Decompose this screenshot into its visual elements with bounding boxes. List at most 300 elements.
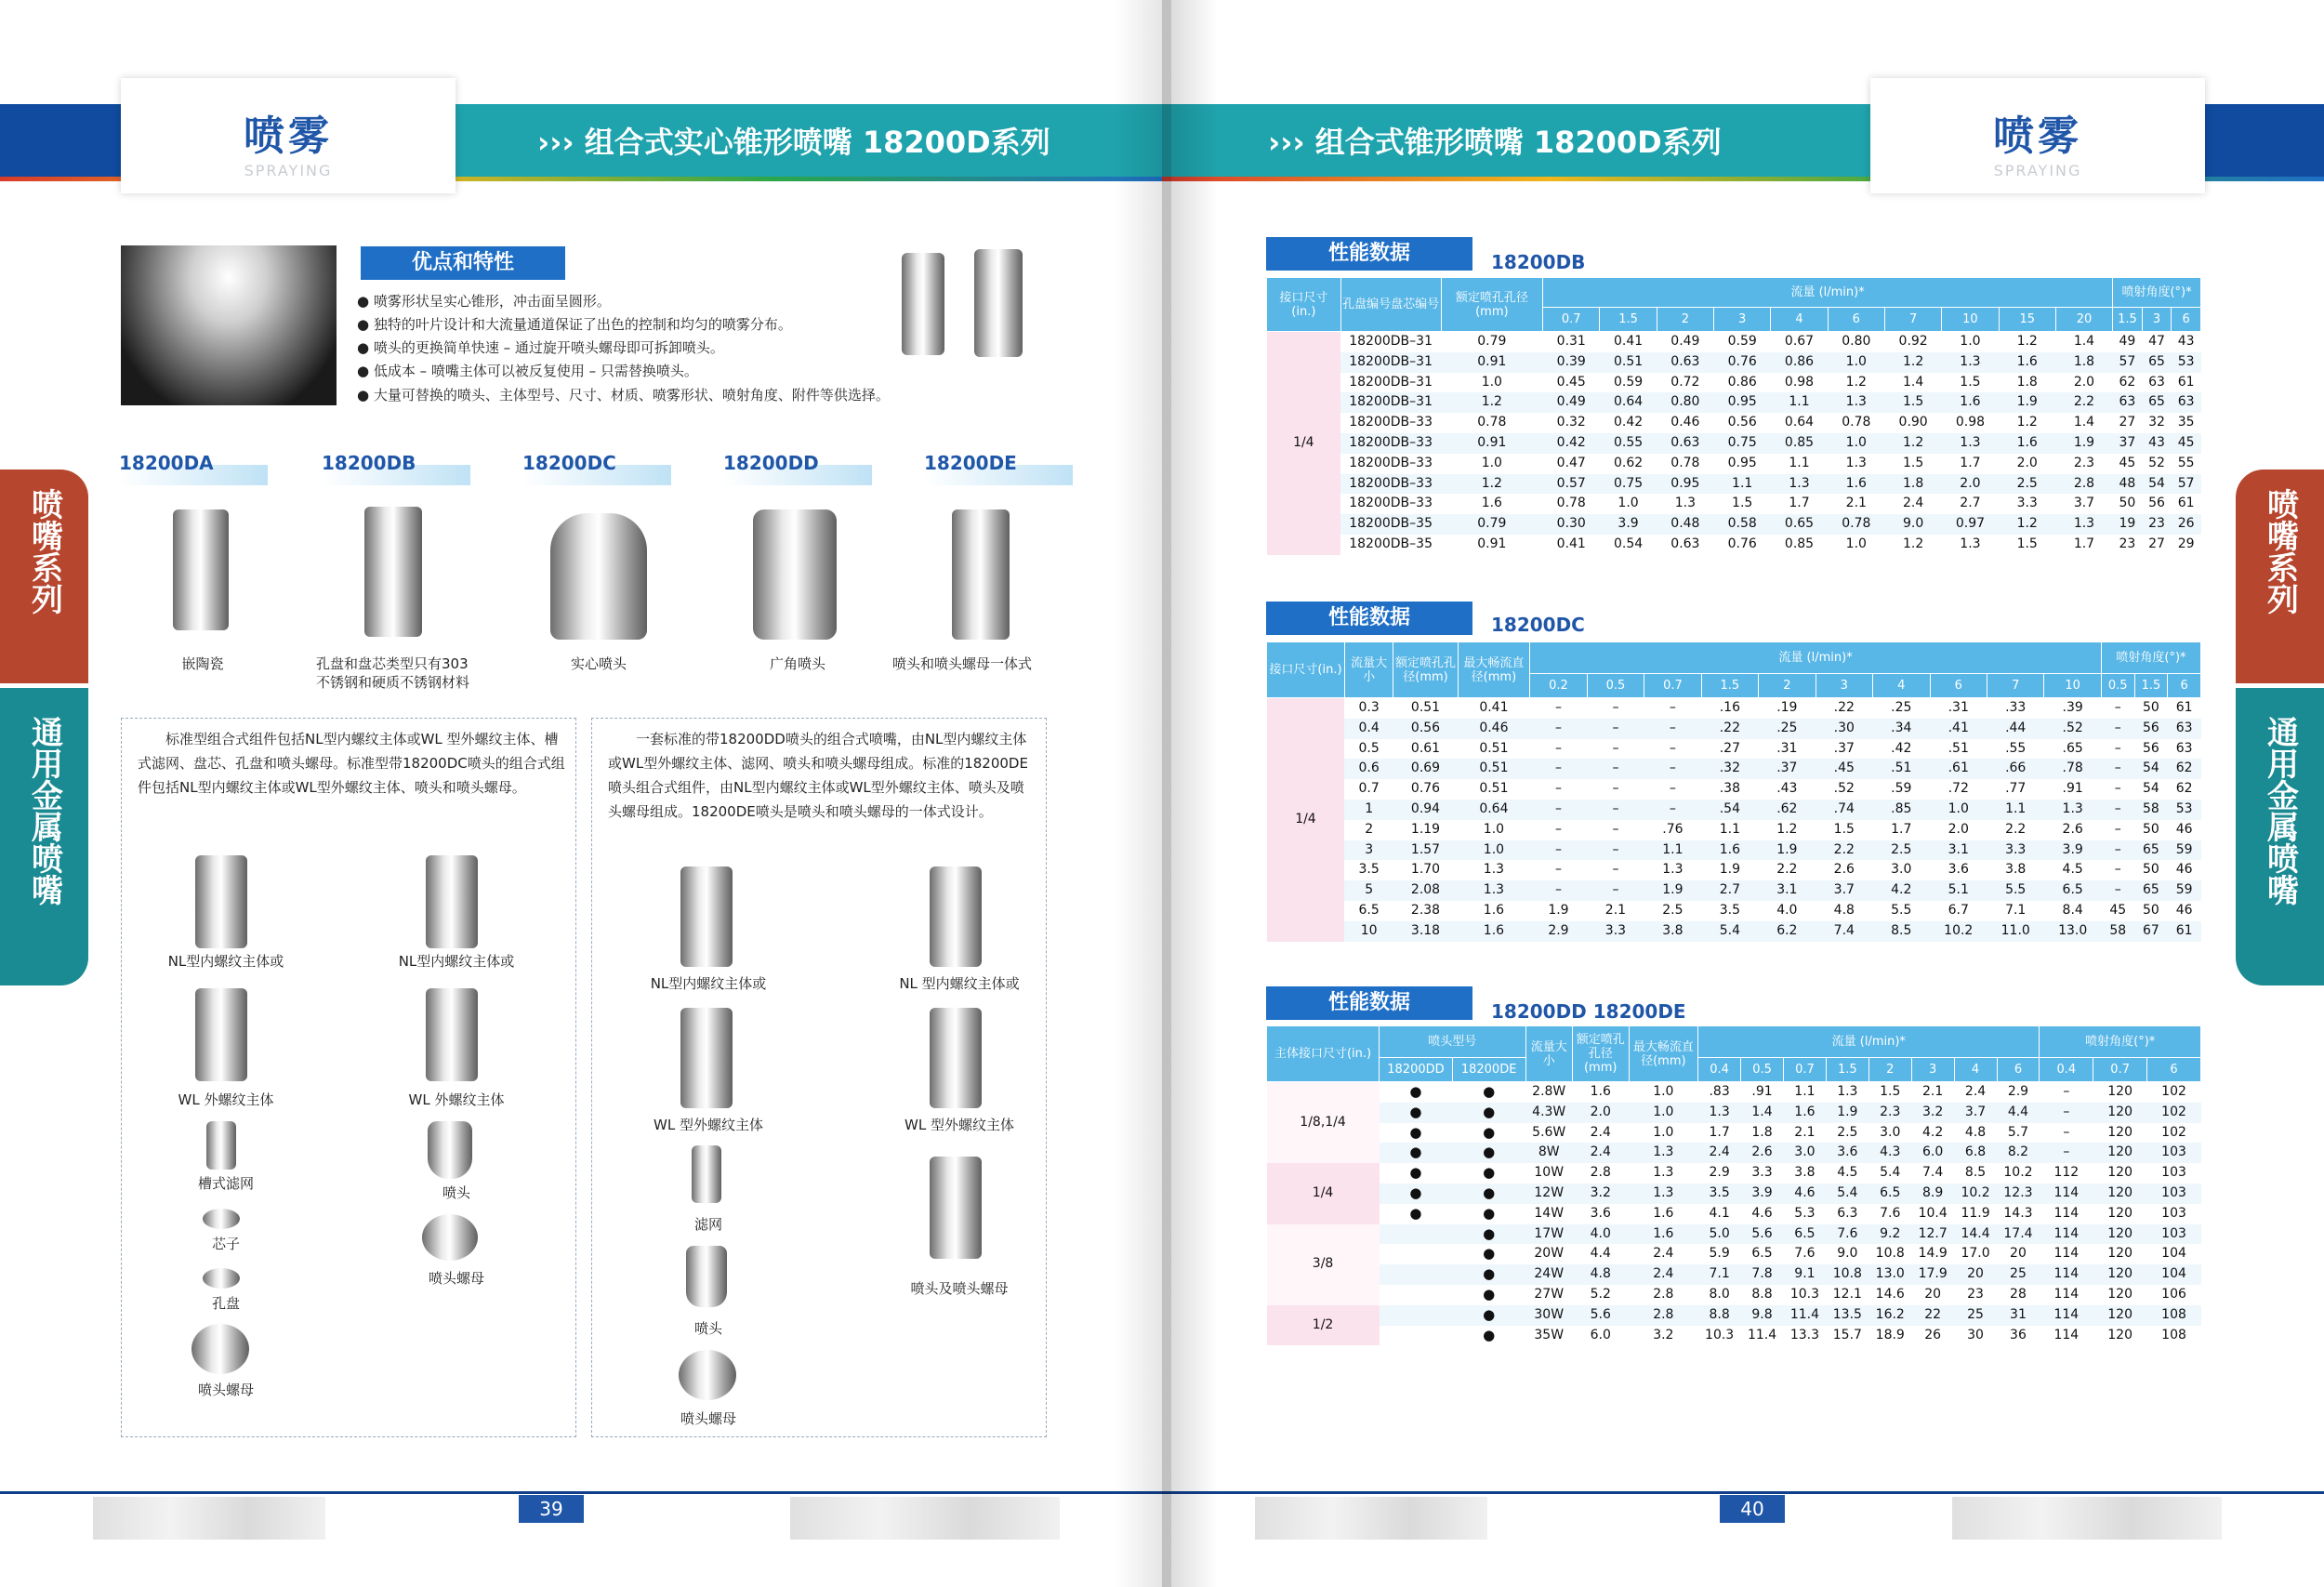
table-cell: 2.0 <box>1942 474 1999 495</box>
table-cell: 2.5 <box>1837 1124 1858 1140</box>
table-cell: 29 <box>2177 536 2195 551</box>
pressure-header: 3 <box>1816 674 1872 698</box>
table-cell: 2.0 <box>1572 1103 1629 1123</box>
table-cell: – <box>1587 840 1644 861</box>
part-caption: 喷头螺母 <box>197 1382 254 1398</box>
table-cell: 61 <box>2175 700 2193 715</box>
table-cell: – <box>2101 880 2134 901</box>
table-cell: 9.8 <box>1741 1305 1784 1326</box>
table-row <box>1267 1143 2201 1163</box>
table-cell: 5.9 <box>1709 1246 1730 1262</box>
part-caption: WL 外螺纹主体 <box>178 1091 274 1108</box>
table-cell: 7.4 <box>1816 921 1872 942</box>
table-cell: – <box>2114 740 2121 756</box>
table-cell: 6.7 <box>1948 902 1969 918</box>
table-cell: 49 <box>2119 334 2136 349</box>
table-cell: .72 <box>1948 781 1969 797</box>
table-cell: 1.0 <box>1629 1103 1698 1123</box>
table-cell: .25 <box>1891 700 1912 715</box>
table-cell: 4.2 <box>1873 880 1930 901</box>
table-row <box>1267 698 2201 719</box>
table-cell: 4.5 <box>1837 1165 1858 1181</box>
table-cell: 10.2 <box>1954 1184 1997 1204</box>
part-photo <box>422 1214 478 1261</box>
table-cell: 3.0 <box>1783 1143 1826 1163</box>
feature-item: ● 独特的叶片设计和大流量通道保证了出色的控制和均匀的喷雾分布。 <box>357 316 792 333</box>
table-cell: 20 <box>1924 1286 1942 1302</box>
table-cell: 12W <box>1525 1184 1572 1204</box>
table-cell: .52 <box>1833 781 1855 797</box>
table-cell: 1.6 <box>1999 352 2055 373</box>
table-cell: 0.95 <box>1714 392 1771 413</box>
nozzle-da-photo <box>173 509 229 630</box>
table-row <box>1267 1184 2201 1204</box>
table-cell: 1.3 <box>1629 1184 1698 1204</box>
table-cell: 112 <box>2053 1165 2080 1181</box>
table-cell: 3.18 <box>1393 921 1458 942</box>
table-cell: .31 <box>1948 700 1969 715</box>
table-cell: – <box>2101 759 2134 779</box>
table-cell: 1.0 <box>1653 1084 1674 1099</box>
footer-line <box>0 1491 1162 1494</box>
table-cell: 3.3 <box>1751 1165 1773 1181</box>
table-cell: 10.2 <box>1930 921 1987 942</box>
table-cell: – <box>2040 1103 2093 1123</box>
table-cell: .85 <box>1873 800 1930 820</box>
table-cell: 1.6 <box>1483 902 1505 918</box>
table-cell: 3.6 <box>1590 1205 1611 1221</box>
model-caption: 喷头和喷头螺母一体式 <box>891 655 1032 672</box>
table-cell: 0.75 <box>1714 433 1771 454</box>
conn-size-cell: 1/4 <box>1267 332 1341 555</box>
table-cell: – <box>1612 781 1619 797</box>
section-subtitle-dd: 18200DD 18200DE <box>1491 1000 1686 1023</box>
table-cell: 18200DB–35 <box>1340 514 1441 535</box>
availability-dot: ● <box>1452 1264 1525 1285</box>
table-cell: 2.3 <box>1868 1103 1911 1123</box>
table-cell: – <box>1530 800 1587 820</box>
table-cell: 1 <box>1344 800 1393 820</box>
logo-cn: 喷雾 <box>244 112 333 160</box>
table-cell: 10.2 <box>2003 1165 2033 1181</box>
table-cell: 3.7 <box>2073 496 2095 511</box>
page-title: ››› 组合式实心锥形喷嘴 18200D系列 <box>537 125 1050 160</box>
page-number: 40 <box>1720 1495 1785 1523</box>
table-cell: .25 <box>1759 719 1816 739</box>
table-cell: 0.59 <box>1727 334 1757 349</box>
table-row <box>1267 719 2201 739</box>
table-cell: 8.9 <box>1911 1184 1954 1204</box>
col-header-tip: 喷头型号 <box>1380 1026 1525 1058</box>
table-cell: 3.8 <box>2005 862 2027 878</box>
table-cell: 43 <box>2177 334 2195 349</box>
table-cell: 52 <box>2148 455 2165 470</box>
table-cell: 120 <box>2107 1205 2133 1221</box>
table-cell: 1.4 <box>2073 415 2095 430</box>
table-cell: 63 <box>2168 719 2201 739</box>
table-cell: 120 <box>2093 1224 2147 1245</box>
table-cell: 1.9 <box>1548 902 1569 918</box>
table-cell: 23 <box>1967 1286 1984 1302</box>
part-photo <box>680 866 733 967</box>
table-cell: 0.32 <box>1556 415 1586 430</box>
table-cell: 25 <box>1954 1305 1997 1326</box>
table-cell: 1.1 <box>1714 474 1771 495</box>
part-caption: 孔盘 <box>211 1295 240 1312</box>
pressure-header: 4 <box>1771 308 1828 332</box>
part-photo <box>426 855 478 948</box>
table-cell: 5.6 <box>1572 1305 1629 1326</box>
table-cell: 63 <box>2175 740 2193 756</box>
part-photo <box>679 1350 736 1400</box>
table-cell: 6.5 <box>1783 1224 1826 1245</box>
table-cell: 27W <box>1534 1286 1565 1302</box>
table-row <box>1267 433 2201 454</box>
table-cell: 1.57 <box>1393 840 1458 861</box>
table-cell: 103 <box>2161 1165 2186 1181</box>
table-cell: 59 <box>2168 880 2201 901</box>
table-cell: 1.3 <box>2044 800 2101 820</box>
pressure-header: 1.5 <box>1600 308 1657 332</box>
pressure-header: 7 <box>1987 674 2043 698</box>
table-cell: 0.62 <box>1613 455 1644 470</box>
table-cell: 2.4 <box>1572 1143 1629 1163</box>
table-cell: 0.6 <box>1344 759 1393 779</box>
table-cell: .16 <box>1719 700 1740 715</box>
table-cell: 2.0 <box>2016 455 2038 470</box>
nozzle-dc-photo <box>550 513 647 640</box>
table-cell: 1.0 <box>1828 352 1884 373</box>
table-cell: 120 <box>2107 1246 2133 1262</box>
table-cell: 58 <box>2134 800 2168 820</box>
table-cell: 50 <box>2142 700 2159 715</box>
table-cell: 19 <box>2113 514 2143 535</box>
table-cell: 2.08 <box>1393 880 1458 901</box>
table-cell: 54 <box>2142 781 2159 797</box>
table-cell: 5.0 <box>1698 1224 1741 1245</box>
table-cell: – <box>1669 781 1676 797</box>
table-cell: 3.2 <box>1653 1327 1674 1342</box>
table-cell: 7.6 <box>1794 1246 1816 1262</box>
part-photo <box>203 1209 240 1229</box>
table-cell: 0.76 <box>1714 352 1771 373</box>
pressure-header: 0.5 <box>1587 674 1644 698</box>
table-cell: 0.59 <box>1613 374 1644 390</box>
table-row <box>1267 514 2201 535</box>
pressure-header: 20 <box>2055 308 2112 332</box>
table-cell: 32 <box>2148 415 2165 430</box>
table-cell: 0.91 <box>1477 536 1507 551</box>
footer-blurred-contact <box>1952 1497 2222 1540</box>
table-cell: 0.4 <box>1344 719 1393 739</box>
table-cell: 108 <box>2147 1305 2201 1326</box>
col-header-flow: 流量 (l/min)* <box>1698 1026 2040 1058</box>
pressure-header: 10 <box>1942 308 1999 332</box>
table-cell: .45 <box>1816 759 1872 779</box>
angle-pressure-header: 6 <box>2147 1058 2201 1082</box>
table-cell: – <box>1530 840 1587 861</box>
part-photo <box>195 988 247 1081</box>
table-cell: 12.1 <box>1832 1286 1862 1302</box>
table-cell: – <box>1587 800 1644 820</box>
table-row <box>1267 454 2201 474</box>
table-cell: .42 <box>1891 740 1912 756</box>
availability-dot <box>1380 1224 1453 1245</box>
table-cell: 8.8 <box>1698 1305 1741 1326</box>
table-cell: 1.3 <box>1771 474 1828 495</box>
table-cell: 120 <box>2107 1084 2133 1099</box>
pressure-header: 0.7 <box>1783 1058 1826 1082</box>
table-cell: 1.0 <box>1483 821 1505 837</box>
table-cell: .33 <box>2005 700 2027 715</box>
part-photo <box>206 1121 236 1170</box>
model-code-dd: 18200DD <box>723 452 819 474</box>
table-cell: .83 <box>1709 1084 1730 1099</box>
table-cell: – <box>1612 700 1619 715</box>
table-cell: 18200DB–31 <box>1349 374 1433 390</box>
availability-dot: ● <box>1380 1143 1453 1163</box>
table-row <box>1267 1305 2201 1326</box>
table-cell: 7.8 <box>1741 1264 1784 1285</box>
table-cell: 1.0 <box>1960 334 1981 349</box>
table-cell: .59 <box>1891 781 1912 797</box>
table-cell: .34 <box>1873 719 1930 739</box>
table-cell: 1.3 <box>1698 1103 1741 1123</box>
table-cell: 61 <box>2168 921 2201 942</box>
table-cell: .61 <box>1930 759 1987 779</box>
table-cell: – <box>1612 740 1619 756</box>
table-cell: 1.1 <box>1771 392 1828 413</box>
table-cell: 114 <box>2040 1224 2093 1245</box>
table-cell: 0.63 <box>1670 536 1700 551</box>
pressure-header: 6 <box>1828 308 1884 332</box>
table-cell: 1.6 <box>1999 433 2055 454</box>
part-caption: NL 型内螺纹主体或 <box>899 975 1020 992</box>
table-cell: 1.0 <box>1845 536 1867 551</box>
table-cell: 2.8 <box>1653 1286 1674 1302</box>
model-code-db: 18200DB <box>322 452 416 474</box>
table-cell: 8W <box>1525 1143 1572 1163</box>
part-caption: 喷头螺母 <box>680 1410 736 1427</box>
table-cell: – <box>2063 1084 2070 1099</box>
table-cell: 1.3 <box>1662 862 1684 878</box>
feature-item: ● 大量可替换的喷头、主体型号、尺寸、材质、喷雾形状、喷射角度、附件等供选择。 <box>357 387 890 403</box>
table-cell: 18200DB–33 <box>1349 496 1433 511</box>
availability-dot: ● <box>1483 1285 1496 1303</box>
table-cell: 1.2 <box>1999 514 2055 535</box>
features-heading: 优点和特性 <box>361 246 565 280</box>
table-cell: 11.0 <box>1987 921 2043 942</box>
table-cell: 0.78 <box>1828 514 1884 535</box>
table-cell: 2.2 <box>1776 862 1798 878</box>
table-cell: 1.9 <box>1644 880 1701 901</box>
availability-dot: ● <box>1483 1164 1496 1182</box>
table-cell: 2 <box>1365 821 1374 837</box>
table-cell: 18200DB–33 <box>1349 455 1433 470</box>
table-cell: 0.51 <box>1600 352 1657 373</box>
table-cell: 4.6 <box>1783 1184 1826 1204</box>
table-cell: 1.70 <box>1410 862 1441 878</box>
table-cell: 8.5 <box>1964 1165 1987 1181</box>
availability-dot: ● <box>1409 1164 1422 1182</box>
pressure-header: 2 <box>1759 674 1816 698</box>
table-cell: 6.3 <box>1837 1205 1858 1221</box>
table-cell: 13.3 <box>1789 1327 1820 1342</box>
table-row <box>1267 332 2201 352</box>
table-row <box>1267 860 2201 880</box>
angle-pressure-header: 1.5 <box>2134 674 2168 698</box>
table-cell: 2.2 <box>2055 392 2112 413</box>
table-cell: 0.91 <box>1441 433 1543 454</box>
table-cell: 2.4 <box>1653 1246 1674 1262</box>
col-header-orifice: 额定喷孔孔径(mm) <box>1441 278 1543 332</box>
section-heading-db: 性能数据 <box>1266 237 1472 271</box>
logo-cn: 喷雾 <box>1993 112 2082 160</box>
table-cell: 2.2 <box>1816 840 1872 861</box>
table-cell: 3.9 <box>1600 514 1657 535</box>
table-row <box>1267 1123 2201 1144</box>
table-cell: 10.8 <box>1875 1246 1905 1262</box>
part-photo <box>930 1157 982 1259</box>
table-cell: 65 <box>2134 840 2168 861</box>
section-subtitle-db: 18200DB <box>1491 251 1586 273</box>
side-tab-series-label: 喷嘴系列 <box>2261 488 2299 615</box>
table-row <box>1267 474 2201 495</box>
table-cell: 0.54 <box>1613 536 1644 551</box>
angle-pressure-header: 0.4 <box>2040 1058 2093 1082</box>
table-cell: 6.8 <box>1954 1143 1997 1163</box>
table-cell: – <box>2040 1143 2093 1163</box>
table-cell: .76 <box>1662 821 1684 837</box>
col-header-free-passage: 最大畅流直径(mm) <box>1458 642 1530 698</box>
table-cell: 3.0 <box>1891 862 1912 878</box>
table-cell: 1.9 <box>1759 840 1816 861</box>
table-cell: 1.1 <box>1789 455 1810 470</box>
table-cell: 48 <box>2113 474 2143 495</box>
side-tab-metal-label: 通用金属喷嘴 <box>2261 716 2299 906</box>
pressure-header: 0.7 <box>1543 308 1600 332</box>
conn-size-cell: 1/8,1/4 <box>1267 1082 1380 1164</box>
table-cell: 3.3 <box>1987 840 2043 861</box>
performance-table-dc <box>1266 641 2201 942</box>
table-cell: 17W <box>1525 1224 1572 1245</box>
table-cell: 1.5 <box>1732 496 1753 511</box>
table-cell: 59 <box>2168 840 2201 861</box>
table-cell: .30 <box>1816 719 1872 739</box>
feature-item: ● 喷雾形状呈实心锥形，冲击面呈圆形。 <box>357 293 611 310</box>
table-cell: 14.4 <box>1954 1224 1997 1245</box>
performance-table-db <box>1266 277 2201 555</box>
table-cell: 4.4 <box>1997 1103 2040 1123</box>
table-cell: 3.2 <box>1572 1184 1629 1204</box>
table-cell: 3.7 <box>1954 1103 1997 1123</box>
table-cell: 1.6 <box>1629 1224 1698 1245</box>
col-header-conn: 接口尺寸(in.) <box>1267 278 1341 332</box>
table-cell: 14W <box>1534 1205 1565 1221</box>
table-cell: 3.0 <box>1880 1124 1901 1140</box>
table-cell: 114 <box>2053 1286 2080 1302</box>
table-cell: 14.3 <box>2003 1205 2033 1221</box>
table-cell: 120 <box>2107 1286 2133 1302</box>
availability-dot: ● <box>1483 1123 1496 1141</box>
table-cell: 2.4 <box>1964 1084 1987 1099</box>
table-cell: – <box>1644 759 1701 779</box>
table-cell: 0.67 <box>1784 334 1815 349</box>
table-cell: 47 <box>2148 334 2165 349</box>
pressure-header: 0.4 <box>1698 1058 1741 1082</box>
table-cell: 28 <box>2010 1286 2027 1302</box>
table-cell: 20W <box>1534 1246 1565 1262</box>
part-photo <box>191 1324 249 1374</box>
table-cell: 1.3 <box>1942 433 1999 454</box>
table-cell: 0.86 <box>1771 352 1828 373</box>
table-cell: 1.4 <box>1902 374 1924 390</box>
table-row <box>1267 373 2201 393</box>
angle-pressure-header: 0.5 <box>2101 674 2134 698</box>
table-cell: 54 <box>2142 474 2172 495</box>
table-cell: .54 <box>1701 800 1758 820</box>
table-cell: 1.2 <box>1441 474 1543 495</box>
table-cell: – <box>1644 800 1701 820</box>
table-cell: 0.69 <box>1393 759 1458 779</box>
table-cell: 120 <box>2093 1264 2147 1285</box>
availability-dot: ● <box>1409 1123 1422 1141</box>
table-cell: .51 <box>1873 759 1930 779</box>
table-cell: – <box>1669 740 1676 756</box>
pressure-header: 3 <box>1714 308 1771 332</box>
part-caption: 滤网 <box>693 1216 722 1233</box>
nozzle-photo <box>902 253 944 355</box>
table-cell: 11.9 <box>1961 1205 1990 1221</box>
table-cell: 1.7 <box>1891 821 1912 837</box>
table-cell: .39 <box>2062 700 2083 715</box>
table-cell: 0.51 <box>1410 700 1441 715</box>
availability-dot: ● <box>1452 1224 1525 1245</box>
table-cell: 120 <box>2107 1124 2133 1140</box>
table-cell: .52 <box>2044 719 2101 739</box>
availability-dot: ● <box>1483 1204 1496 1222</box>
table-cell: 63 <box>2113 392 2143 413</box>
table-cell: 1.6 <box>1828 474 1884 495</box>
table-cell: 0.78 <box>1670 455 1700 470</box>
table-row <box>1267 779 2201 800</box>
angle-pressure-header: 0.7 <box>2093 1058 2147 1082</box>
table-cell: 37 <box>2113 433 2143 454</box>
table-cell: .74 <box>1816 800 1872 820</box>
table-row <box>1267 1264 2201 1285</box>
table-cell: 9.1 <box>1783 1264 1826 1285</box>
table-cell: 1.9 <box>1999 392 2055 413</box>
table-cell: 1.5 <box>1880 1084 1901 1099</box>
table-cell: .65 <box>2062 740 2083 756</box>
table-row <box>1267 800 2201 820</box>
table-cell: 50 <box>2142 902 2159 918</box>
part-caption: 喷头螺母 <box>428 1270 484 1287</box>
table-cell: 3.8 <box>1794 1165 1816 1181</box>
table-cell: 62 <box>2168 759 2201 779</box>
table-cell: 0.5 <box>1358 740 1380 756</box>
table-cell: 0.65 <box>1771 514 1828 535</box>
table-cell: .91 <box>2062 781 2083 797</box>
table-cell: .77 <box>2005 781 2027 797</box>
table-cell: 3.2 <box>1911 1103 1954 1123</box>
availability-dot <box>1380 1326 1453 1346</box>
table-cell: – <box>1587 759 1644 779</box>
availability-dot: ● <box>1452 1184 1525 1204</box>
table-cell: 2.38 <box>1410 902 1441 918</box>
table-cell: 0.85 <box>1771 433 1828 454</box>
table-row <box>1267 739 2201 760</box>
